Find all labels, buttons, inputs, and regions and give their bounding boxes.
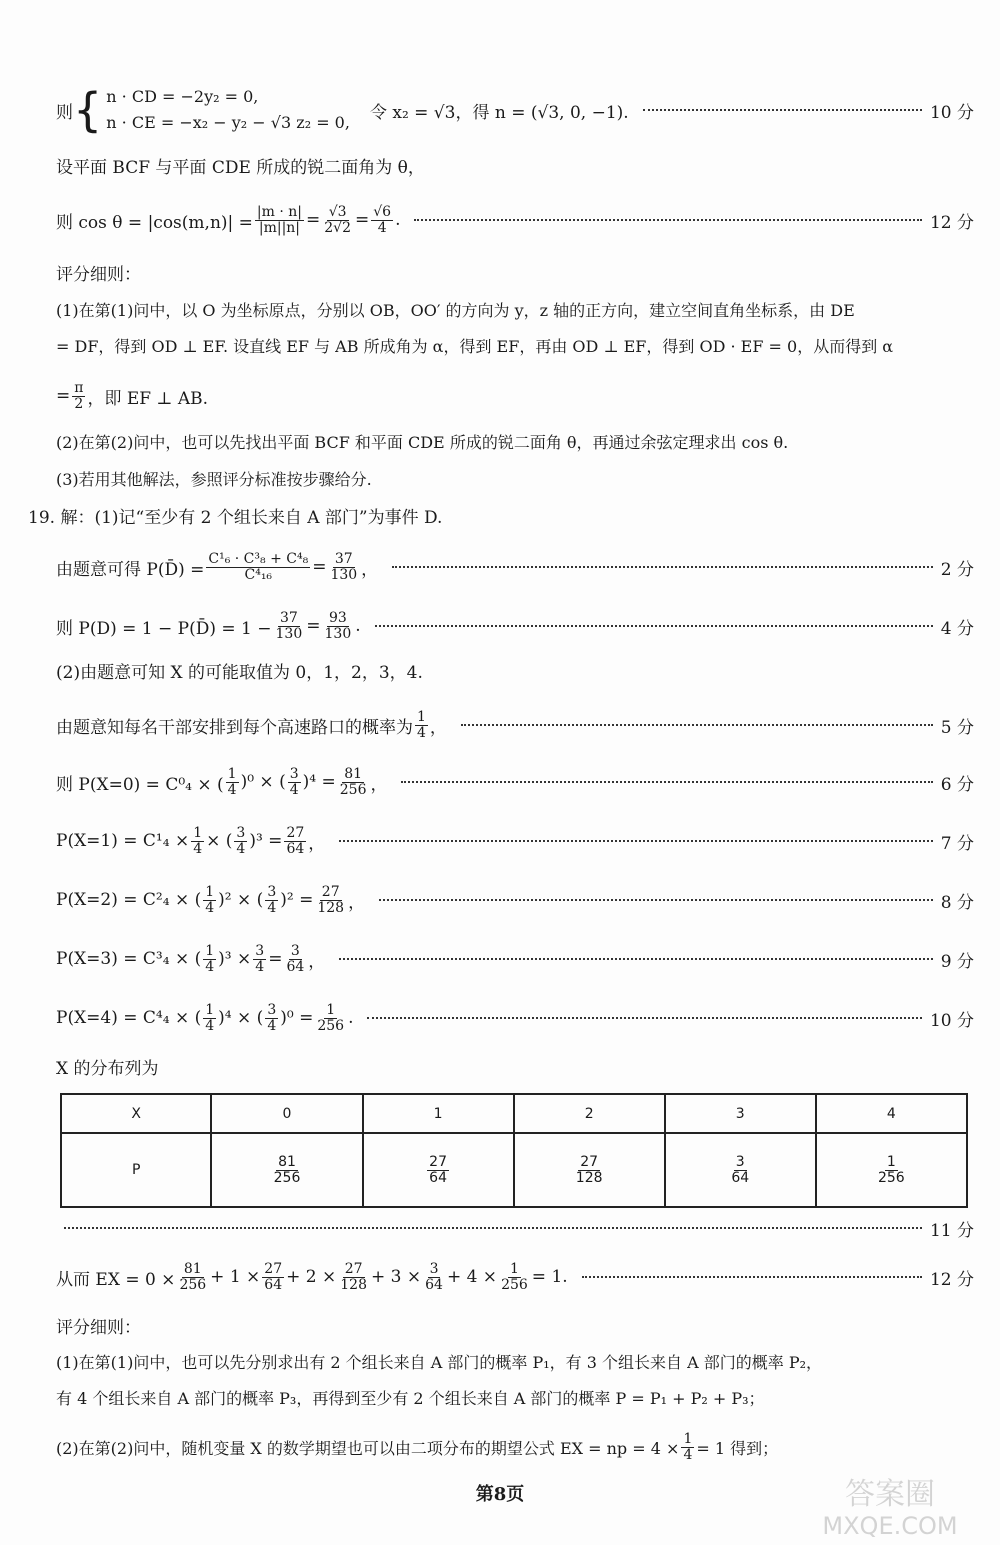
rubric-title-2: 评分细则：: [56, 1318, 141, 1338]
cos-lead: 则 cos θ = |cos(m,n)| =: [56, 212, 253, 233]
table-cell: $\frac{27}{64}$: [363, 1133, 514, 1207]
page-number: 第8页: [475, 1484, 525, 1505]
fraction: $\frac{1}{4}$: [205, 1001, 215, 1034]
expectation-row: 从而 EX = 0 × $\frac{81}{256}$ + 1 × $\frac{27}{64}$ + 2 × $\frac{27}{128}$ + 3 × $\frac{3}{64}$ + 4 × $\frac{1}{256}$ = 1. 12 分: [56, 1260, 974, 1293]
fraction: $\frac{1}{4}$: [227, 765, 237, 798]
score-leader: [392, 566, 933, 568]
score-12b: 12 分: [929, 1269, 974, 1290]
score-9: 9 分: [940, 951, 974, 972]
score-leader: [643, 109, 922, 111]
fraction: $\frac{27}{128}$: [340, 1260, 367, 1293]
angle-definition: 设平面 BCF 与平面 CDE 所成的锐二面角为 θ，: [56, 158, 425, 178]
watermark-text: 答案圈: [845, 1477, 935, 1512]
score-10b: 10 分: [929, 1010, 974, 1031]
fraction: $\frac{|m \cdot n|}{|m||n|}$: [256, 203, 302, 236]
fraction: $\frac{3}{4}$: [267, 1001, 277, 1034]
rubric-item-2: (2)在第(2)问中，也可以先找出平面 BCF 和平面 CDE 所成的锐二面角 θ，再通过余弦定理求出 cos θ.: [56, 433, 789, 452]
score-leader: [64, 1227, 922, 1229]
px-row-4: P(X=4) = C⁴₄ × ( $\frac{1}{4}$ )⁴ × ( $\frac{3}{4}$ )⁰ = $\frac{1}{256}$ . 10 分: [56, 1001, 974, 1034]
rubric-title: 评分细则：: [56, 265, 141, 285]
x-values: (2)由题意可知 X 的可能取值为 0，1，2，3，4.: [56, 663, 423, 683]
rubric-item-1c: = $\frac{\pi}{2}$ ，即 EF ⊥ AB.: [56, 379, 209, 412]
score-2: 2 分: [940, 559, 974, 580]
left-brace: {: [73, 83, 103, 137]
score-6: 6 分: [940, 774, 974, 795]
score-leader: [339, 958, 932, 960]
fraction: $\frac{√6}{4}$: [373, 203, 392, 236]
fraction: $\frac{27}{64}$: [286, 824, 305, 857]
score-leader: [401, 781, 932, 783]
rubric2-item-1b: 有 4 个组长来自 A 部门的概率 P₃，再得到至少有 2 个组长来自 A 部门的概率 P = P₁ + P₂ + P₃；: [56, 1389, 765, 1408]
table-cell: 1: [363, 1094, 514, 1133]
rubric-item-1b: = DF，得到 OD ⊥ EF. 设直线 EF 与 AB 所成角为 α，得到 EF，再由 OD ⊥ EF，得到 OD · EF = 0，从而得到 α: [56, 337, 894, 356]
score-5: 5 分: [940, 717, 974, 738]
fraction: $\frac{1}{4}$: [683, 1430, 693, 1463]
score-leader: [582, 1276, 922, 1278]
distribution-table: [60, 1093, 968, 1208]
system-line-2: n · CE = −x₂ − y₂ − √3 z₂ = 0,: [106, 113, 350, 132]
px-row-2: P(X=2) = C²₄ × ( $\frac{1}{4}$ )² × ( $\frac{3}{4}$ )² = $\frac{27}{128}$ ， 8 分: [56, 883, 974, 916]
fraction: $\frac{37}{130}$: [275, 609, 303, 642]
fraction: $\frac{27}{64}$: [264, 1260, 283, 1293]
distribution-title: X 的分布列为: [56, 1059, 159, 1079]
fraction: $\frac{3}{4}$: [289, 765, 299, 798]
table-score-row: [64, 1215, 974, 1241]
system-prefix: 则: [56, 102, 73, 123]
equation-system: [106, 84, 350, 136]
equation-system-row: [56, 70, 974, 150]
score-leader: [461, 724, 933, 726]
table-cell: $\frac{27}{128}$: [514, 1133, 665, 1207]
prob-each-row: 由题意知每名干部安排到每个高速路口的概率为 $\frac{1}{4}$ ， 5 分: [56, 708, 974, 741]
table-cell: X: [61, 1094, 211, 1133]
fraction: $\frac{1}{4}$: [193, 824, 203, 857]
fraction: $\frac{√3}{2√2}$: [324, 203, 351, 236]
score-12: 12 分: [929, 212, 974, 233]
system-tail: 令 x₂ = √3，得 n = (√3, 0, −1).: [369, 102, 629, 123]
score-8: 8 分: [940, 892, 974, 913]
fraction: $\frac{1}{256}$: [501, 1260, 528, 1293]
px-row-1: P(X=1) = C¹₄ × $\frac{1}{4}$ × ( $\frac{3}{4}$ )³ = $\frac{27}{64}$ ， 7 分: [56, 824, 974, 857]
question-19-head: 19. 解：(1)记“至少有 2 个组长来自 A 部门”为事件 D.: [28, 508, 443, 528]
table-row: [61, 1133, 967, 1207]
rubric-item-3: (3)若用其他解法，参照评分标准按步骤给分.: [56, 470, 372, 489]
fraction: $\frac{1}{4}$: [205, 883, 215, 916]
fraction: $\frac{3}{4}$: [236, 824, 246, 857]
fraction: $\frac{3}{64}$: [286, 942, 305, 975]
px-row-0: 则 P(X=0) = C⁰₄ × ( $\frac{1}{4}$ )⁰ × ( $\frac{3}{4}$ )⁴ = $\frac{81}{256}$ ， 6 分: [56, 765, 974, 798]
score-leader: [379, 899, 933, 901]
score-leader: [339, 840, 933, 842]
p-d-row: 则 P(D) = 1 − P(D̄) = 1 − $\frac{37}{130}$ = $\frac{93}{130}$ . 4 分: [56, 609, 974, 642]
rubric2-item-2: (2)在第(2)问中，随机变量 X 的数学期望也可以由二项分布的期望公式 EX = np = 4 × $\frac{1}{4}$ = 1 得到；: [56, 1430, 779, 1463]
score-11: 11 分: [929, 1220, 974, 1241]
table-cell: 3: [665, 1094, 816, 1133]
fraction: $\frac{\pi}{2}$: [74, 379, 84, 412]
score-leader: [375, 625, 933, 627]
fraction: $\frac{81}{256}$: [339, 765, 367, 798]
fraction: $\frac{27}{128}$: [317, 883, 345, 916]
system-line-1: n · CD = −2y₂ = 0,: [106, 87, 259, 106]
watermark-url: MXQE.COM: [822, 1512, 958, 1540]
score-leader: [414, 219, 921, 221]
watermark-logo: [800, 1470, 980, 1542]
rubric2-item-1a: (1)在第(1)问中，也可以先分别求出有 2 个组长来自 A 部门的概率 P₁，有 3 个组长来自 A 部门的概率 P₂，: [56, 1353, 823, 1372]
rubric-item-1a: (1)在第(1)问中，以 O 为坐标原点，分别以 OB，OO′ 的方向为 y，z 轴的正方向，建立空间直角坐标系，由 DE: [56, 301, 855, 320]
fraction: $\frac{81}{256}$: [179, 1260, 207, 1293]
table-cell: 0: [211, 1094, 362, 1133]
fraction: $\frac{3}{64}$: [425, 1260, 443, 1293]
p-not-d-row: 由题意可得 P(D̄) = $\frac{\text{C¹₆ · C³₈ + C⁴₈}}{\text{C⁴₁₆}}$ = $\frac{37}{130}$ ， 2 分: [56, 550, 974, 583]
cos-theta-row: 则 cos θ = |cos(m,n)| = $\frac{|m \cdot n|}{|m||n|}$ = $\frac{√3}{2√2}$ = $\frac{√6}{4}$ . 12 分: [56, 203, 974, 236]
px-row-3: P(X=3) = C³₄ × ( $\frac{1}{4}$ )³ × $\frac{3}{4}$ = $\frac{3}{64}$ ， 9 分: [56, 942, 974, 975]
score-leader: [367, 1017, 921, 1019]
fraction: $\frac{3}{4}$: [267, 883, 277, 916]
table-cell: 4: [816, 1094, 967, 1133]
fraction: $\frac{1}{4}$: [205, 942, 215, 975]
fraction: $\frac{37}{130}$: [330, 550, 358, 583]
table-cell: $\frac{3}{64}$: [665, 1133, 816, 1207]
table-cell: $\frac{81}{256}$: [211, 1133, 362, 1207]
table-cell: P: [61, 1133, 211, 1207]
table-cell: $\frac{1}{256}$: [816, 1133, 967, 1207]
fraction: $\frac{3}{4}$: [255, 942, 265, 975]
fraction: $\frac{\text{C¹₆ · C³₈ + C⁴₈}}{\text{C⁴₁₆}}$: [208, 550, 309, 583]
fraction: $\frac{1}{4}$: [417, 708, 426, 741]
table-cell: 2: [514, 1094, 665, 1133]
score-4: 4 分: [940, 618, 974, 639]
score-7: 7 分: [940, 833, 974, 854]
table-row: [61, 1094, 967, 1133]
fraction: $\frac{93}{130}$: [324, 609, 352, 642]
score-10: 10 分: [929, 102, 974, 123]
fraction: $\frac{1}{256}$: [317, 1001, 345, 1034]
